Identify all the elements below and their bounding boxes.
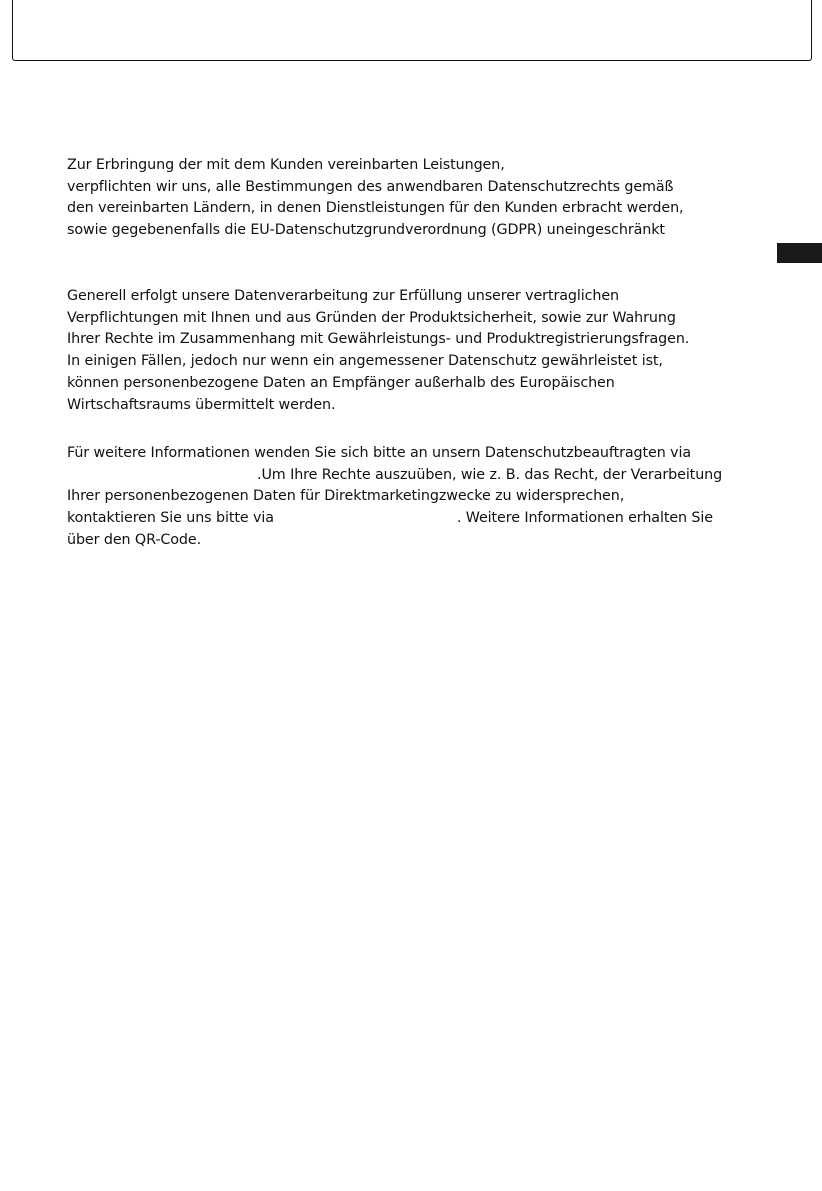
- text-line: Ihrer personenbezogenen Daten für Direktmarketingzwecke zu widersprechen,: [67, 488, 625, 505]
- text-line: den vereinbarten Ländern, in denen Dienstleistungen für den Kunden erbracht werden,: [67, 200, 684, 217]
- text-line: können personenbezogene Daten an Empfänger außerhalb des Europäischen: [67, 374, 615, 391]
- text-line: Wirtschaftsraums übermittelt werden.: [67, 396, 336, 413]
- top-border-frame: [12, 0, 812, 61]
- text-line-with-email-gap: [67, 508, 767, 530]
- text-line: Zur Erbringung der mit dem Kunden vereinbarten Leistungen,: [67, 157, 505, 173]
- paragraph-data-processing: [67, 286, 767, 416]
- text-fragment: . Weitere Informationen erhalten Sie: [456, 510, 713, 527]
- text-line: Verpflichtungen mit Ihnen und aus Gründen der Produktsicherheit, sowie zur Wahrung: [67, 309, 676, 326]
- text-line: sowie gegebenenfalls die EU-Datenschutzgrundverordnung (GDPR) uneingeschränkt: [67, 222, 665, 239]
- text-fragment: kontaktieren Sie uns bitte via: [67, 510, 274, 527]
- text-line: Ihrer Rechte im Zusammenhang mit Gewährleistungs- und Produktregistrierungsfragen.: [67, 331, 690, 348]
- text-line: In einigen Fällen, jedoch nur wenn ein angemessener Datenschutz gewährleistet ist,: [67, 353, 663, 370]
- text-line-with-email-gap: [67, 465, 767, 487]
- text-fragment: .Um Ihre Rechte auszuüben, wie z. B. das Recht, der Verarbeitung: [257, 466, 723, 483]
- paragraph-data-protection-commitment: [67, 155, 767, 242]
- text-line: Für weitere Informationen wenden Sie sich bitte an unsern Datenschutzbeauftragten via: [67, 445, 691, 461]
- page-top-border: [0, 0, 822, 64]
- text-line: verpflichten wir uns, alle Bestimmungen des anwendbaren Datenschutzrechts gemäß: [67, 178, 674, 195]
- language-tab-marker: [777, 243, 822, 263]
- text-line: über den QR-Code.: [67, 531, 202, 548]
- text-line: Generell erfolgt unsere Datenverarbeitung zur Erfüllung unserer vertraglichen: [67, 288, 620, 304]
- paragraph-contact-information: [67, 443, 767, 552]
